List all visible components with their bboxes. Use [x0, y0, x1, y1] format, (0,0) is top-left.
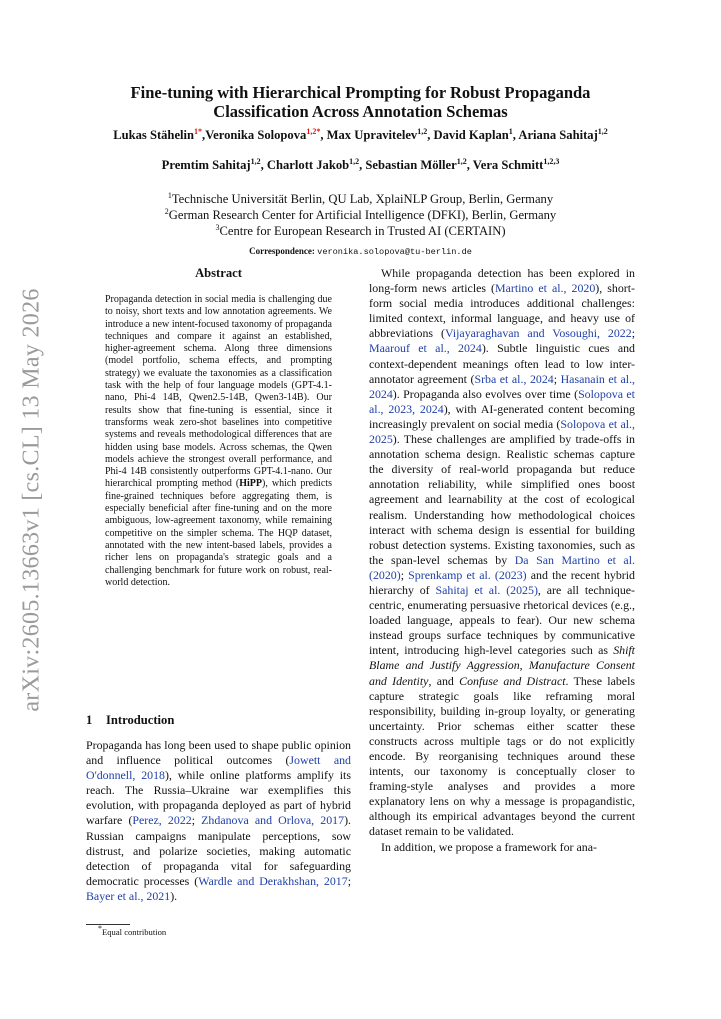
body-paragraph: In addition, we propose a framework for ana- [381, 839, 597, 854]
citation-link[interactable]: Wardle and Derakhshan, 2017 [198, 873, 348, 888]
footnote [98, 924, 167, 937]
right-column [369, 266, 635, 855]
author-affil-sup: 1,2 [597, 126, 608, 136]
arxiv-identifier[interactable]: arXiv:2605.13663v1 [cs.CL] 13 May 2026 [18, 288, 45, 712]
category-name: Confuse and Distract [459, 673, 566, 688]
author-name: , Max Upravitelev [320, 128, 418, 142]
section-heading-introduction [86, 713, 174, 728]
citation-link[interactable]: Perez, 2022 [132, 813, 192, 828]
citation-link[interactable]: Srba et al., 2024 [474, 371, 554, 386]
citation-link[interactable]: Solopova et al., 2025 [369, 416, 635, 447]
affiliation-3 [80, 223, 641, 239]
author-affil-sup: 1* [194, 126, 203, 136]
author-affil-sup: 1,2* [306, 126, 321, 136]
author-name: , Ariana Sahitaj [512, 128, 598, 142]
section-title: Introduction [106, 713, 175, 727]
body-text: ). These challenges are amplified by trade-offs in annotation schema design. Realistic schemas capture the diversity of real-world propaganda but reduce annotation reliability, while simplified ones boost agreement and learnability at the cost of ecological realism. Understanding how methodological choices interact with schema design is essential for building robust detection systems. Existing taxonomies, such as the span-level schemas by [369, 432, 635, 567]
citation-link[interactable]: Jowett and O'donnell, 2018 [86, 753, 351, 783]
correspondence [80, 246, 641, 257]
body-text: , are all technique-centric, enumerating persuasive rhetorical devices (e.g., loaded language, appeals to fear). Our new schema instead groups surface techniques by communicative intent, introducing high-level categories such as [369, 582, 635, 658]
author-name: , Vera Schmitt [466, 158, 544, 172]
body-text: ). Russian campaigns manipulate perceptions, sow distrust, and polarize societies, making automatic detection of propaganda vital for safeguarding democratic processes ( [86, 813, 352, 888]
author-affil-sup: 1,2 [349, 156, 360, 166]
category-name: Shift Blame and Justify Aggression [369, 643, 635, 673]
body-text: ; [347, 873, 351, 888]
section-number: 1 [86, 713, 93, 727]
abstract-heading: Abstract [195, 266, 242, 280]
body-text: , and [428, 673, 460, 688]
author-name: , David Kaplan [427, 128, 509, 142]
author-name: , Sebastian Möller [359, 158, 457, 172]
introduction-paragraph [86, 738, 351, 904]
body-text: . These labels capture strategic goals like reframing moral responsibility, building in-group loyalty, or generating uncertainty. Prior schemas either scatter these constructs across multiple tags or do not explicitly encode. By reorganising techniques around these intents, our taxonomy is conceptually closer to framing-style analyses and provides a more explanatory lens on why a message is propagandistic, although its empirical advantages beyond the current dataset remain to be validated. [369, 673, 636, 839]
author-affil-sup: 1,2 [417, 126, 428, 136]
abstract-text: Propaganda detection in social media is challenging due to noisy, short texts and low annotation agreements. We introduce a new intent-focused taxonomy of propaganda techniques and compare it against an established, higher-agreement schema. Along three dimensions (model portfolio, schema effects, and prompting strategy) we evaluate the taxonomies as a classification task with the help of four language models (GPT-4.1-nano, Phi-4 14B, Qwen2.5-14B, Qwen3-14B). Our results show that fine-tuning is essential, since it transforms weak zero-shot baselines into competitive systems and reveals methodological differences that are hidden using base models. Across schemas, the Qwen models achieve the strongest overall performance, and Phi-4 14B consistently outperforms GPT-4.1-nano. Our hierarchical prompting method ( [105, 294, 332, 490]
abstract-text: ), which predicts fine-grained techniques before aggregating them, is especially beneficial after fine-tuning and on the more ambiguous, low-agreement taxonomy, while remaining competitive on the simpler schema. The HQP dataset, annotated with the new intent-based labels, provides a richer lens on propaganda's strategic goals and a challenging benchmark for future work on robust, real-world detection. [105, 478, 332, 588]
author-list-line-1 [60, 128, 661, 143]
body-text: ). [170, 888, 178, 903]
body-text: ; [631, 326, 636, 341]
paper-title [80, 83, 641, 121]
citation-link[interactable]: Bayer et al., 2021 [86, 888, 171, 903]
affiliation-text: Technische Universität Berlin, QU Lab, XplaiNLP Group, Berlin, Germany [171, 192, 554, 206]
citation-link[interactable]: Martino et al., 2020 [495, 281, 596, 296]
citation-link[interactable]: Sahitaj et al. (2025) [435, 582, 538, 597]
citation-link[interactable]: Hasanain et al., 2024 [369, 371, 636, 401]
body-text: ; [553, 371, 561, 386]
citation-link[interactable]: Da San Martino et al. (2020) [369, 552, 635, 582]
author-affil-sup: 1,2,3 [543, 156, 560, 166]
category-name: Manufacture Consent and Identity [369, 658, 635, 688]
body-text: , [519, 658, 529, 673]
body-text: Propaganda has long been used to shape public opinion and influence political outcomes ( [86, 738, 351, 768]
body-text: ; [191, 813, 202, 828]
body-text: ), short-form social media introduces additional challenges: limited context, informal language, and heavy use of abbreviations ( [369, 281, 635, 341]
affiliation-text: Centre for European Research in Trusted AI (CERTAIN) [219, 224, 506, 238]
author-affil-sup: 1,2 [250, 156, 261, 166]
footnote-mark: * [98, 924, 102, 934]
affiliation-2 [80, 207, 641, 223]
body-text: While propaganda detection has been explored in long-form news articles ( [369, 266, 635, 296]
arxiv-sidebar [0, 0, 60, 1019]
author-affil-sup: 1,2 [456, 156, 467, 166]
body-text: ), while online platforms amplify its reach. The Russia–Ukraine war exemplifies this evolution, with propaganda deployed as part of hybrid warfare ( [86, 768, 351, 828]
title-line-2: Classification Across Annotation Schemas [213, 102, 508, 121]
citation-link[interactable]: Maarouf et al., 2024 [369, 341, 482, 356]
correspondence-label: Correspondence: [249, 246, 315, 256]
affiliations [80, 191, 641, 239]
affiliation-sup: 3 [215, 222, 220, 232]
abstract-method-name: HiPP [239, 478, 263, 490]
author-name: Lukas Stähelin [113, 128, 195, 142]
affiliation-sup: 2 [164, 206, 169, 216]
author-affil-sup: 1 [508, 126, 513, 136]
affiliation-1 [80, 191, 641, 207]
correspondence-email[interactable]: veronika.solopova@tu-berlin.de [317, 247, 472, 257]
abstract-body [105, 294, 332, 589]
citation-link[interactable]: Sprenkamp et al. (2023) [408, 567, 527, 582]
footnote-rule [86, 924, 130, 925]
author-name: ,Veronika Solopova [202, 128, 307, 142]
citation-link[interactable]: Solopova et al., 2023, 2024 [369, 386, 635, 416]
body-text: ; [400, 567, 409, 582]
body-text: ). Subtle linguistic cues and context-dependent meanings often lead to low inter-annotator agreement ( [369, 341, 635, 386]
body-text: ), with AI-generated content becoming increasingly prevalent on social media ( [369, 401, 635, 431]
footnote-text: Equal contribution [102, 927, 167, 937]
author-name: , Charlott Jakob [260, 158, 350, 172]
title-line-1: Fine-tuning with Hierarchical Prompting for Robust Propaganda [130, 83, 591, 102]
citation-link[interactable]: Vijayaraghavan and Vosoughi, 2022 [444, 326, 632, 341]
author-list-line-2 [60, 158, 661, 173]
affiliation-sup: 1 [167, 190, 172, 200]
citation-link[interactable]: Zhdanova and Orlova, 2017 [201, 813, 345, 828]
body-paragraph [369, 266, 635, 840]
body-text: ). Propaganda also evolves over time ( [392, 386, 579, 401]
author-name: Premtim Sahitaj [161, 158, 251, 172]
body-text: and the recent hybrid hierarchy of [369, 567, 636, 597]
affiliation-text: German Research Center for Artificial Intelligence (DFKI), Berlin, Germany [168, 208, 557, 222]
